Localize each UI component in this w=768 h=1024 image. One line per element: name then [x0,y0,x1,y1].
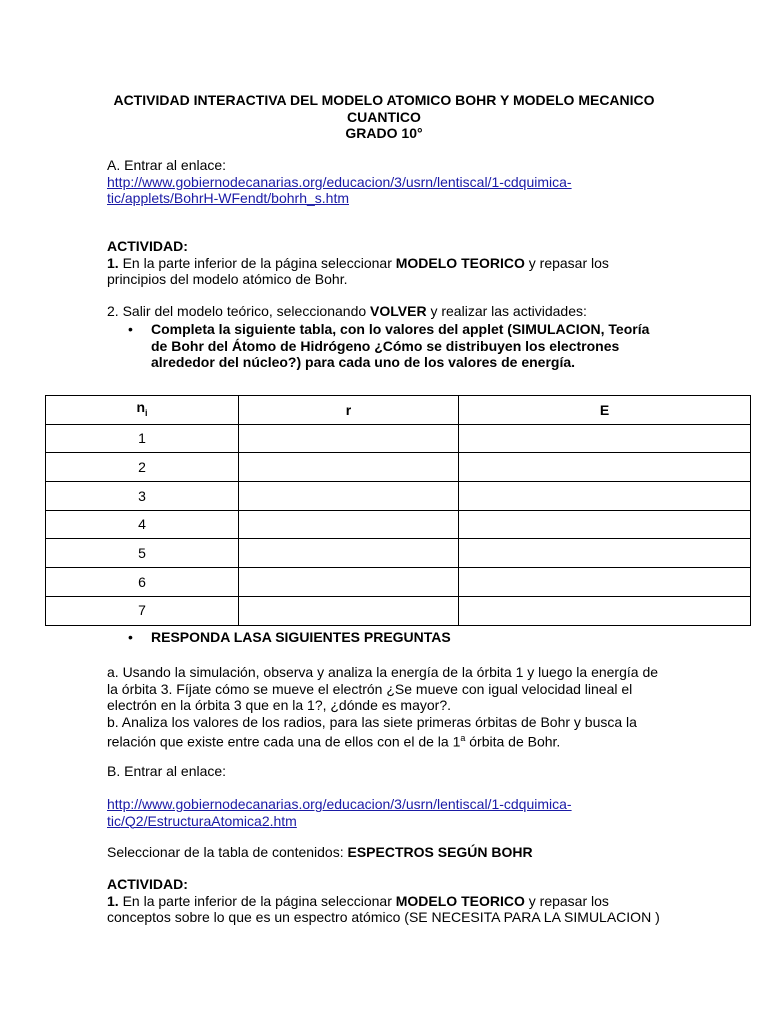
actividad-2-heading: ACTIVIDAD: [107,876,188,892]
row-n-value: 3 [46,482,239,511]
table-row [46,568,751,597]
r-cell[interactable] [239,482,459,511]
e-cell[interactable] [459,482,751,511]
table-row [46,510,751,539]
bullet-1-line-1: Completa la siguiente tabla, con lo valores del applet (SIMULACION, Teoría [151,321,650,337]
e-cell[interactable] [459,424,751,453]
step-2 [107,303,667,320]
select-text: Seleccionar de la tabla de contenidos: [107,844,348,860]
question-b-superscript: a [460,733,466,743]
row-n-value: 5 [46,539,239,568]
e-cell[interactable] [459,453,751,482]
title-line-1: ACTIVIDAD INTERACTIVA DEL MODELO ATOMICO BOHR Y MODELO MECANICO [113,92,655,108]
question-a-line-3: electrón en la órbita 3 que en la 1?, ¿dónde es mayor?. [107,697,451,713]
estructura-link-line-2[interactable]: tic/Q2/EstructuraAtomica2.htm [107,812,297,829]
bullet-dot-1: • [128,321,133,337]
actividad-1-line-2: principios del modelo atómico de Bohr. [107,271,348,287]
question-b-text-b: órbita de Bohr. [465,733,561,750]
step-2-text-b: y realizar las actividades: [426,303,587,319]
applet-link[interactable] [107,174,572,207]
section-b-link-block [107,796,667,829]
row-n-value: 6 [46,568,239,597]
actividad-1-number: 1. [107,254,119,271]
section-b-label: B. Entrar al enlace: [107,763,227,779]
select-instruction [107,844,667,861]
row-n-value: 4 [46,510,239,539]
actividad-2-number: 1. [107,892,119,909]
e-cell[interactable] [459,596,751,625]
question-a-line-1: a. Usando la simulación, observa y analiza la energía de la órbita 1 y luego la energía de [107,664,659,680]
r-cell[interactable] [239,568,459,597]
espectros-bold: ESPECTROS SEGÚN BOHR [347,844,533,860]
section-a [107,157,667,207]
table-row [46,453,751,482]
table-row [46,482,751,511]
row-n-value: 7 [46,596,239,625]
actividad-2-text-a: En la parte inferior de la página seleccionar [118,892,396,909]
actividad-2 [107,876,667,926]
table-header-row [46,396,751,425]
table-row [46,596,751,625]
estructura-atomica-link[interactable] [107,796,572,829]
r-cell[interactable] [239,596,459,625]
applet-link-line-2[interactable]: tic/applets/BohrH-WFendt/bohrh_s.htm [107,190,349,206]
question-b-text-a: relación que existe entre cada una de ellos con el de la 1 [107,733,461,750]
section-a-label: A. Entrar al enlace: [107,157,227,173]
table-row [46,539,751,568]
r-cell[interactable] [239,510,459,539]
question-b-line-1: b. Analiza los valores de los radios, para las siete primeras órbitas de Bohr y busca la [107,713,637,730]
volver-bold: VOLVER [370,303,427,319]
actividad-1-heading: ACTIVIDAD: [107,238,188,254]
header-e: E [459,396,751,425]
page-title [100,92,668,142]
modelo-teorico-bold: MODELO TEORICO [395,254,525,271]
modelo-teorico-bold-2: MODELO TEORICO [395,892,525,909]
header-n-subscript: i [145,407,148,418]
header-n-label: n [136,398,146,415]
actividad-1-text-b: y repasar los [524,254,609,271]
actividad-2-text-b: y repasar los [524,892,609,909]
bullet-1-line-2: de Bohr del Átomo de Hidrógeno ¿Cómo se distribuyen los electrones [151,337,620,354]
question-a-line-2: la órbita 3. Fíjate cómo se mueve el electrón ¿Se mueve con igual velocidad lineal el [107,680,633,697]
header-n [46,396,239,425]
energy-table [45,395,751,626]
bullet-dot-2: • [128,629,133,645]
applet-link-line-1[interactable]: http://www.gobiernodecanarias.org/educacion/3/usrn/lentiscal/1-cdquimica- [107,173,572,190]
row-n-value: 1 [46,424,239,453]
question-b-line-2 [107,730,667,750]
r-cell[interactable] [239,424,459,453]
e-cell[interactable] [459,539,751,568]
questions [107,664,667,750]
actividad-2-line-2: conceptos sobre lo que es un espectro atómico (SE NECESITA PARA LA SIMULACION ) [107,909,660,925]
bullet-1-text [151,321,661,371]
r-cell[interactable] [239,539,459,568]
table-row [46,424,751,453]
step-2-text-a: 2. Salir del modelo teórico, seleccionando [107,303,371,319]
e-cell[interactable] [459,568,751,597]
actividad-1-text-a: En la parte inferior de la página seleccionar [118,254,396,271]
e-cell[interactable] [459,510,751,539]
bullet-1-line-3: alrededor del núcleo?) para cada uno de los valores de energía. [151,354,576,370]
actividad-1 [107,238,667,288]
title-line-2: CUANTICO [347,108,421,125]
row-n-value: 2 [46,453,239,482]
actividad-2-line-1 [107,893,667,910]
bullet-2-text: RESPONDA LASA SIGUIENTES PREGUNTAS [151,629,451,645]
title-line-3: GRADO 10° [345,125,423,141]
r-cell[interactable] [239,453,459,482]
header-r: r [239,396,459,425]
actividad-1-line-1 [107,255,667,272]
estructura-link-line-1[interactable]: http://www.gobiernodecanarias.org/educacion/3/usrn/lentiscal/1-cdquimica- [107,796,572,812]
